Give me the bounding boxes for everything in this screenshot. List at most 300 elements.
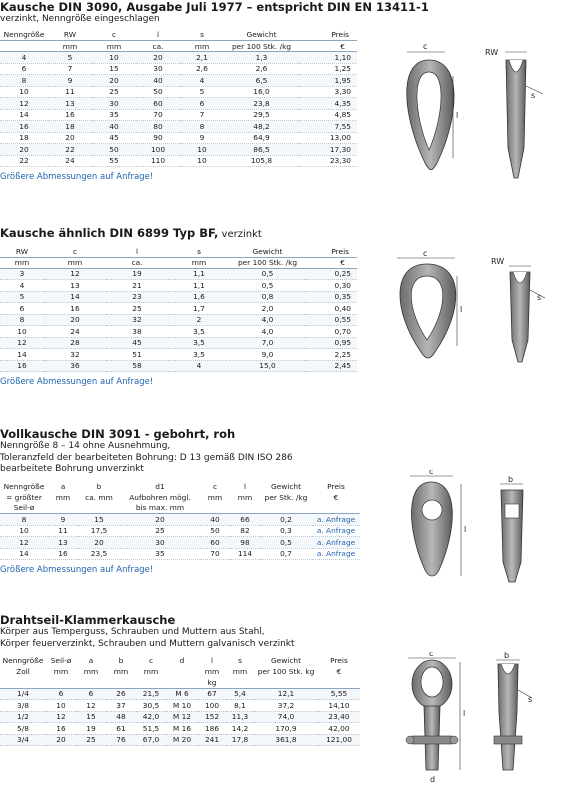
unit-cell (318, 677, 360, 688)
table-cell: 8 (180, 121, 224, 133)
section-title (0, 226, 357, 242)
table-cell: 16 (0, 360, 44, 372)
table-cell: 17,5 (78, 525, 120, 537)
table-cell: 40 (92, 121, 136, 133)
table-row (0, 349, 357, 361)
table-cell: 100 (136, 144, 180, 156)
unit-cell: bis max. mm (120, 503, 200, 514)
table-cell: 70 (136, 109, 180, 121)
header-cell: Nenngröße (0, 30, 48, 41)
table-row (0, 75, 357, 87)
table-cell: 110 (136, 155, 180, 167)
header-cell: l (243, 481, 247, 491)
table-header-row (0, 246, 357, 257)
table-cell: 64,9 (224, 132, 299, 144)
table-unit-row (0, 492, 360, 503)
table-klammerkausche (0, 655, 360, 746)
table-cell: 3/8 (0, 700, 46, 712)
table-cell: 48,2 (224, 121, 299, 133)
unit-cell (230, 503, 260, 514)
table-cell: 361,8 (254, 734, 318, 746)
table-cell: 10 (92, 52, 136, 64)
unit-cell: mm (204, 667, 220, 676)
table-header-row (0, 481, 360, 492)
table-cell: 5,4 (226, 688, 254, 700)
table-cell: 9 (48, 514, 78, 526)
table-cell: 30 (120, 537, 200, 549)
table-header-row (0, 30, 357, 41)
header-cell: c (212, 481, 218, 491)
table-cell: 114 (230, 548, 260, 560)
table-cell: 22 (48, 144, 92, 156)
dim-c-label: c (423, 250, 428, 258)
section-title-main: Kausche ähnlich DIN 6899 Typ BF, (0, 226, 219, 240)
unit-cell: mm (53, 667, 69, 676)
section-vollkausche-din-3091 (0, 427, 360, 575)
dim-c-label: c (423, 42, 428, 51)
table-cell: 25 (92, 86, 136, 98)
unit-cell: Zoll (16, 667, 30, 676)
table-row (0, 314, 357, 326)
table-cell: 186 (198, 723, 226, 735)
table-cell: 23 (106, 291, 168, 303)
table-cell: 58 (106, 360, 168, 372)
table-cell: 21 (106, 280, 168, 292)
table-cell: 24 (44, 326, 106, 338)
table-cell: 45 (92, 132, 136, 144)
header-cell: b (118, 656, 124, 665)
table-cell: 67 (198, 688, 226, 700)
table-cell: 16,0 (224, 86, 299, 98)
table-row (0, 700, 360, 712)
unit-cell: mm (232, 667, 248, 676)
table-cell: 51 (106, 349, 168, 361)
table-cell: 4 (0, 52, 48, 64)
unit-cell (200, 503, 230, 514)
table-cell: 8 (0, 314, 44, 326)
table-cell: 0,40 (305, 303, 357, 315)
table-cell: 3 (0, 268, 44, 280)
table-cell: 1,7 (168, 303, 230, 315)
table-cell: 61 (106, 723, 136, 735)
unit-cell (226, 677, 254, 688)
table-din-3090 (0, 30, 357, 168)
dim-s-label: s (537, 293, 542, 302)
header-cell: Gewicht (230, 246, 305, 257)
table-cell: 30 (92, 98, 136, 110)
header-cell: Preis (305, 246, 357, 257)
table-cell: 20 (46, 734, 76, 746)
table-cell: 20 (0, 144, 48, 156)
table-cell: 25 (120, 525, 200, 537)
unit-cell: mm (55, 492, 71, 502)
table-cell: 15,0 (230, 360, 305, 372)
table-cell: 50 (136, 86, 180, 98)
table-row (0, 548, 360, 560)
table-cell: 14 (0, 548, 48, 560)
table-cell: 4 (0, 280, 44, 292)
dim-rw-label: RW (485, 48, 499, 57)
table-cell: 13 (48, 537, 78, 549)
unit-cell: per Stk. /kg (264, 492, 308, 502)
dim-l-label: l (456, 111, 459, 120)
table-cell: 3,30 (299, 86, 357, 98)
table-cell: 82 (230, 525, 260, 537)
unit-cell: per 100 Stk. /kg (224, 41, 299, 52)
unit-cell: € (333, 492, 339, 502)
table-cell: 17,8 (226, 734, 254, 746)
table-cell: 6,5 (224, 75, 299, 87)
table-cell: 86,5 (224, 144, 299, 156)
table-row (0, 360, 357, 372)
table-cell: 45 (106, 337, 168, 349)
dim-s-label: s (528, 695, 533, 704)
table-body (0, 514, 360, 560)
table-cell: 1,1 (168, 280, 230, 292)
table-cell: 1,3 (224, 52, 299, 64)
table-cell: M 10 (166, 700, 198, 712)
table-cell: 42,0 (136, 711, 166, 723)
table-cell: 14,10 (318, 700, 360, 712)
table-cell: 10 (46, 700, 76, 712)
table-row (0, 337, 357, 349)
unit-cell (312, 503, 360, 514)
unit-cell: = größter (6, 492, 42, 502)
table-cell: 11,3 (226, 711, 254, 723)
header-cell: Nenngröße (3, 481, 45, 491)
table-body (0, 688, 360, 746)
table-cell: 7,55 (299, 121, 357, 133)
header-cell: Gewicht (270, 656, 302, 665)
table-cell: 35 (120, 548, 200, 560)
table-cell: 20 (120, 514, 200, 526)
section-line: Toleranzfeld der bearbeiteten Bohrung: D 13 gemäß DIN ISO 286 (0, 452, 293, 463)
table-cell: 152 (198, 711, 226, 723)
table-body (0, 52, 357, 167)
table-cell: 67,0 (136, 734, 166, 746)
unit-cell (0, 41, 48, 52)
unit-cell: mm (83, 667, 99, 676)
table-cell: M 6 (166, 688, 198, 700)
unit-cell: mm (143, 667, 159, 676)
table-cell: 23,30 (299, 155, 357, 167)
table-row (0, 155, 357, 167)
table-cell: 25 (76, 734, 106, 746)
unit-cell (136, 677, 166, 688)
unit-cell: per 100 Stk. /kg (230, 257, 305, 268)
table-cell: 4,35 (299, 98, 357, 110)
more-sizes-note: Größere Abmessungen auf Anfrage! (0, 377, 154, 387)
table-cell: 0,95 (305, 337, 357, 349)
table-cell: 1,1 (168, 268, 230, 280)
table-cell: 16 (0, 121, 48, 133)
table-cell: M 16 (166, 723, 198, 735)
table-cell: 37 (106, 700, 136, 712)
table-row (0, 291, 357, 303)
header-cell: d1 (155, 481, 165, 491)
table-row (0, 144, 357, 156)
unit-cell: ca. mm (85, 492, 113, 502)
table-cell: 20 (44, 314, 106, 326)
price-on-request: a. Anfrage (312, 537, 360, 549)
table-cell: M 12 (166, 711, 198, 723)
table-cell: 17,30 (299, 144, 357, 156)
header-cell: c (44, 246, 106, 257)
table-cell: 12 (0, 98, 48, 110)
table-cell: 2,0 (230, 303, 305, 315)
table-cell: 9 (48, 75, 92, 87)
table-cell: 4,0 (230, 314, 305, 326)
unit-cell: per 100 Stk. kg (257, 667, 315, 676)
table-row (0, 98, 357, 110)
table-cell: 32 (44, 349, 106, 361)
unit-cell (76, 677, 106, 688)
unit-cell: Aufbohren mögl. (129, 492, 191, 502)
table-cell: 29,5 (224, 109, 299, 121)
table-cell: 13 (44, 280, 106, 292)
table-cell: 90 (136, 132, 180, 144)
unit-cell (260, 503, 312, 514)
table-cell: 4 (180, 75, 224, 87)
table-row (0, 109, 357, 121)
header-cell: c (92, 30, 136, 41)
table-cell: 7,0 (230, 337, 305, 349)
table-cell: 8 (0, 514, 48, 526)
table-cell: 6 (180, 98, 224, 110)
thimble-din-3090-drawing (385, 38, 560, 198)
table-cell: 6 (0, 63, 48, 75)
table-cell: 0,5 (260, 537, 312, 549)
table-cell: 3,5 (168, 337, 230, 349)
table-cell: 1,6 (168, 291, 230, 303)
table-cell: 15 (78, 514, 120, 526)
table-cell: M 20 (166, 734, 198, 746)
unit-cell: € (299, 41, 357, 52)
header-cell: a (60, 481, 66, 491)
unit-cell: mm (168, 257, 230, 268)
section-title: Kausche DIN 3090, Ausgabe Juli 1977 – entspricht DIN EN 13411-1 (0, 0, 429, 14)
table-row (0, 688, 360, 700)
table-cell: 7 (180, 109, 224, 121)
header-cell: Preis (299, 30, 357, 41)
thimble-din-6899-drawing (385, 250, 560, 400)
table-cell: 0,7 (260, 548, 312, 560)
table-cell: 0,70 (305, 326, 357, 338)
table-cell: 15 (76, 711, 106, 723)
table-cell: 15 (92, 63, 136, 75)
table-cell: 14,2 (226, 723, 254, 735)
header-cell: Preis (330, 656, 348, 665)
table-cell: 6 (0, 303, 44, 315)
table-cell: 4,0 (230, 326, 305, 338)
table-cell: 16 (48, 109, 92, 121)
unit-cell: ca. (106, 257, 168, 268)
table-unit-row (0, 503, 360, 514)
table-cell: 20 (48, 132, 92, 144)
table-cell: 26 (106, 688, 136, 700)
table-row (0, 711, 360, 723)
table-cell: 51,5 (136, 723, 166, 735)
table-row (0, 326, 357, 338)
table-row (0, 734, 360, 746)
unit-cell: € (305, 257, 357, 268)
table-cell: 5/8 (0, 723, 46, 735)
table-cell: 60 (200, 537, 230, 549)
table-unit-row (0, 257, 357, 268)
table-cell: 98 (230, 537, 260, 549)
table-cell: 12 (76, 700, 106, 712)
section-line: Nenngröße 8 – 14 ohne Ausnehmung, (0, 441, 171, 451)
table-cell: 37,2 (254, 700, 318, 712)
table-cell: 55 (92, 155, 136, 167)
table-cell: 8 (0, 75, 48, 87)
table-row (0, 303, 357, 315)
table-row (0, 723, 360, 735)
unit-cell (48, 503, 78, 514)
table-cell: 2,6 (224, 63, 299, 75)
table-cell: 36 (44, 360, 106, 372)
table-cell: 23,5 (78, 548, 120, 560)
table-cell: 12,1 (254, 688, 318, 700)
table-row (0, 52, 357, 64)
price-on-request: a. Anfrage (312, 548, 360, 560)
table-cell: 3,5 (168, 349, 230, 361)
table-cell: 19 (106, 268, 168, 280)
table-cell: 5 (48, 52, 92, 64)
table-cell: 0,35 (305, 291, 357, 303)
table-row (0, 280, 357, 292)
table-unit-row (0, 666, 360, 677)
table-cell: 2 (168, 314, 230, 326)
table-cell: 5 (0, 291, 44, 303)
table-cell: 170,9 (254, 723, 318, 735)
unit-cell (78, 503, 120, 514)
table-cell: 12 (0, 537, 48, 549)
dim-l-label: l (464, 525, 467, 534)
table-cell: 9 (180, 132, 224, 144)
section-title: Vollkausche DIN 3091 - gebohrt, roh (0, 427, 236, 441)
header-cell: Gewicht (224, 30, 299, 41)
table-header-row (0, 655, 360, 666)
table-cell: 1/4 (0, 688, 46, 700)
table-cell: 5,55 (318, 688, 360, 700)
table-cell: 4 (168, 360, 230, 372)
table-cell: 70 (200, 548, 230, 560)
table-cell: 32 (106, 314, 168, 326)
dim-l-label: l (460, 305, 463, 314)
more-sizes-note: Größere Abmessungen auf Anfrage! (0, 172, 154, 182)
header-cell: s (238, 656, 242, 665)
table-cell: 100 (198, 700, 226, 712)
table-cell: 2,1 (180, 52, 224, 64)
unit-cell (106, 677, 136, 688)
table-cell: 66 (230, 514, 260, 526)
unit-cell: mm (207, 492, 223, 502)
table-cell: 0,3 (260, 525, 312, 537)
dim-s-label: s (531, 91, 536, 100)
header-cell: Gewicht (270, 481, 302, 491)
unit-cell (166, 666, 198, 677)
table-cell: 28 (44, 337, 106, 349)
dim-d-label: d (430, 775, 436, 784)
table-cell: 80 (136, 121, 180, 133)
unit-cell: kg (198, 677, 226, 688)
table-row (0, 525, 360, 537)
more-sizes-note: Größere Abmessungen auf Anfrage! (0, 565, 154, 575)
table-cell: 0,25 (305, 268, 357, 280)
header-cell: s (180, 30, 224, 41)
table-cell: 121,00 (318, 734, 360, 746)
table-cell: 13,00 (299, 132, 357, 144)
header-cell: Nenngröße (2, 656, 44, 665)
table-cell: 25 (106, 303, 168, 315)
header-cell: d (179, 656, 185, 665)
table-din-6899 (0, 246, 357, 372)
table-cell: 2,45 (305, 360, 357, 372)
unit-cell (166, 677, 198, 688)
table-cell: 30 (136, 63, 180, 75)
table-cell: 18 (0, 132, 48, 144)
table-cell: 11 (48, 525, 78, 537)
section-kausche-din-3090 (0, 0, 429, 182)
unit-cell: mm (0, 257, 44, 268)
price-on-request: a. Anfrage (312, 525, 360, 537)
table-row (0, 86, 357, 98)
table-row (0, 121, 357, 133)
table-row (0, 514, 360, 526)
unit-cell (254, 677, 318, 688)
header-cell: c (148, 656, 154, 665)
unit-cell: mm (92, 41, 136, 52)
table-row (0, 268, 357, 280)
table-cell: 19 (76, 723, 106, 735)
table-cell: 13 (48, 98, 92, 110)
table-cell: 2,25 (305, 349, 357, 361)
table-cell: 76 (106, 734, 136, 746)
table-cell: 8,1 (226, 700, 254, 712)
dim-rw-label: RW (491, 257, 505, 266)
header-cell: l (210, 656, 214, 665)
table-cell: 1,25 (299, 63, 357, 75)
table-cell: 20 (92, 75, 136, 87)
table-cell: 3,5 (168, 326, 230, 338)
table-cell: 10 (0, 86, 48, 98)
unit-cell: mm (48, 41, 92, 52)
table-cell: 10 (180, 144, 224, 156)
table-cell: 48 (106, 711, 136, 723)
table-cell: 20 (78, 537, 120, 549)
table-cell: 6 (46, 688, 76, 700)
table-cell: 0,2 (260, 514, 312, 526)
table-cell: 0,5 (230, 280, 305, 292)
table-cell: 18 (48, 121, 92, 133)
table-cell: 40 (136, 75, 180, 87)
clamp-thimble-drawing (400, 652, 562, 794)
table-cell: 0,5 (230, 268, 305, 280)
table-cell: 16 (46, 723, 76, 735)
unit-cell (46, 677, 76, 688)
section-drahtseil-klammerkausche (0, 613, 360, 746)
table-cell: 23,8 (224, 98, 299, 110)
table-cell: 38 (106, 326, 168, 338)
header-cell: l (106, 246, 168, 257)
header-cell: RW (48, 30, 92, 41)
section-subtitle: verzinkt, Nenngröße eingeschlagen (0, 14, 160, 24)
full-thimble-din-3091-drawing (395, 470, 560, 600)
table-cell: 35 (92, 109, 136, 121)
table-cell: 20 (136, 52, 180, 64)
table-cell: 74,0 (254, 711, 318, 723)
